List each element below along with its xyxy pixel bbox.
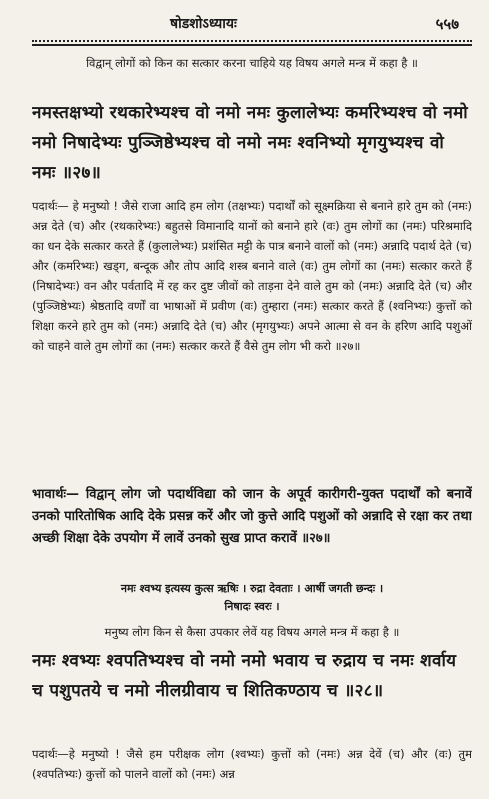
page-header (0, 14, 489, 36)
mantra-28-svara: निषादः स्वरः । (224, 600, 280, 613)
padartha-28: पदार्थः—हे मनुष्यो ! जैसे हम परीक्षक लोग (श्वभ्यः) कुत्तों को (नमः) अन्न देवें (च) और (वः) तुम (श्वपतिभ्यः) कुत्तों को पालने वालों को (नमः) अन्न (32, 747, 472, 781)
bhavartha-27: भावार्थः— विद्वान् लोग जो पदार्थविद्या को जान के अपूर्व कारीगरी-युक्त पदार्थों को बनावें उनको पारितोषिक आदि देके प्रसन्न करें और जो कुत्ते आदि पशुओं को अन्नादि से रक्षा कर तथा अच्छी शिक्षा देके उपयोग में लावें उनको सुख प्राप्त करावें ॥२७॥ (32, 487, 472, 546)
header-solid-rule (32, 44, 472, 46)
header-dotted-rule (32, 40, 472, 42)
intro-text-27: विद्वान् लोगों को किन का सत्कार करना चाहिये यह विषय अगले मन्त्र में कहा है ॥ (86, 56, 418, 70)
padartha-27: पदार्थः— हे मनुष्यो ! जैसे राजा आदि हम लोग (तक्षभ्यः) पदार्थों को सूक्ष्मक्रिया से बनाने हारे तुम को (नमः) अन्न देते (च) और (रथकारेभ्यः) बहुतसे विमानादि यानों को बनाने हारे (वः) तुम लोगों का (नमः) परिश्रमादि का धन देके सत्कार करते हैं (कुलालेभ्यः) प्रशंसित मट्टी के पात्र बनाने वालों को (नमः) अन्नादि पदार्थ देते (च) और (कर्मारेभ्यः) खड्ग, बन्दूक और तोप आदि शस्त्र बनाने वाले (वः) तुम लोगों का (नमः) सत्कार करते हैं (निषादेभ्यः) वन और पर्वतादि में रह कर दुष्ट जीवों को ताड़ना देने वाले तुम को (नमः) अन्नादि देते (च) और (पुञ्जिष्ठेभ्यः) श्रेष्ठतादि वर्णों वा भाषाओं में प्रवीण (वः) तुम्हारा (नमः) सत्कार करते हैं (श्वनिभ्यः) कुत्तों को शिक्षा करने हारे तुम को (नमः) अन्नादि देते (च) और (मृगयुभ्यः) अपने आत्मा से वन के हरिण आदि पशुओं को चाहने वाले तुम लोगों का (नमः) सत्कार करते हैं वैसे तुम लोग भी करो ॥२७॥ (32, 199, 472, 353)
intro-text-28: मनुष्य लोग किन से कैसा उपकार लेवें यह विषय अगले मन्त्र में कहा है ॥ (104, 625, 400, 639)
mantra-28: नमः श्वभ्यः श्वपतिभ्यश्च वो नमो नमो भवाय च रुद्राय च नमः शर्वाय च पशुपतये च नमो नीलग्रीवाय च शितिकण्ठाय च ॥२८॥ (32, 651, 457, 701)
chapter-title: षोडशोऽध्यायः (170, 16, 237, 32)
mantra-28-metadata: नमः श्वभ्य इत्यस्य कुत्स ऋषिः । रुद्रा देवताः । आर्षी जगती छन्दः । (120, 582, 384, 595)
page-number: ५५७ (435, 15, 459, 33)
mantra-27: नमस्तक्षभ्यो रथकारेभ्यश्च वो नमो नमः कुलालेभ्यः कर्मारेभ्यश्च वो नमो नमो निषादेभ्यः पुञ्जिष्ठेभ्यश्च वो नमो नमः श्वनिभ्यो मृगयुभ्यश्च वो नमः ॥२७॥ (32, 103, 469, 183)
